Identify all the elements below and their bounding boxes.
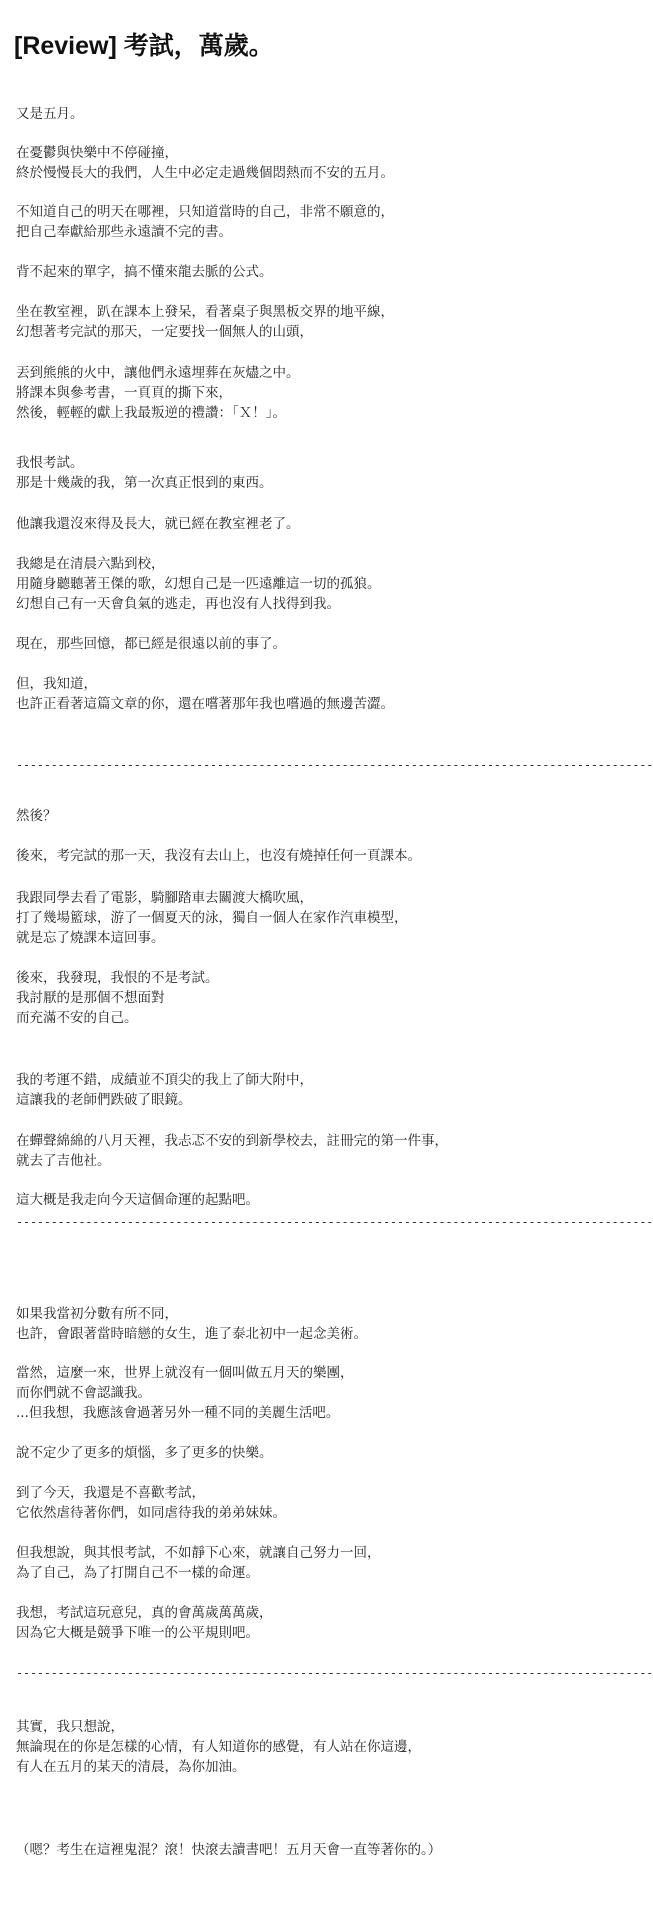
text-line: 為了自己，為了打開自己不一樣的命運。 [16,1565,259,1581]
text-line: 我總是在清晨六點到校， [16,556,165,572]
paragraph-26 [16,1840,441,1860]
text-line: 現在，那些回憶，都已經是很遠以前的事了。 [16,636,286,652]
text-line: 打了幾場籃球，游了一個夏天的泳，獨自一個人在家作汽車模型， [16,910,408,926]
paragraph-23 [16,1543,381,1583]
text-line: ...但我想，我應該會過著另外一種不同的美麗生活吧。 [16,1405,340,1421]
paragraph-10 [16,634,286,654]
text-line: 在憂鬱與快樂中不停碰撞， [16,145,178,161]
text-line: 後來，我發現，我恨的不是考試。 [16,970,219,986]
article-title: [Review] 考試，萬歲。 [14,32,274,60]
text-line: 幻想著考完試的那天，一定要找一個無人的山頭， [16,324,313,340]
paragraph-1 [16,104,84,124]
paragraph-22 [16,1483,286,1523]
text-line: 也許正看著這篇文章的你，還在嚐著那年我也嚐過的無邊苦澀。 [16,696,394,712]
text-line: 但，我知道， [16,676,97,692]
text-line: 我恨考試。 [16,455,84,471]
text-line: 如果我當初分數有所不同， [16,1306,178,1322]
paragraph-18 [16,1190,259,1210]
paragraph-14 [16,888,408,948]
text-line: 坐在教室裡，趴在課本上發呆，看著桌子與黑板交界的地平線， [16,304,394,320]
section-divider: -------------------------------------------------------------------------------------------- [16,758,653,772]
paragraph-5 [16,302,394,342]
text-line: 那是十幾歲的我，第一次真正恨到的東西。 [16,475,273,491]
text-line: 我討厭的是那個不想面對 [16,990,165,1006]
section-divider: -------------------------------------------------------------------------------------------- [16,1215,653,1229]
text-line: 到了今天，我還是不喜歡考試， [16,1485,205,1501]
text-line: 就去了吉他社。 [16,1153,111,1169]
text-line: 就是忘了燒課本這回事。 [16,930,165,946]
text-line: 我想，考試這玩意兒，真的會萬歲萬萬歲， [16,1605,273,1621]
paragraph-4 [16,262,273,282]
text-line: 我的考運不錯，成績並不頂尖的我上了師大附中， [16,1072,313,1088]
text-line: 然後？ [16,808,57,824]
paragraph-2 [16,143,394,183]
text-line: 而你們就不會認識我。 [16,1385,151,1401]
paragraph-7 [16,453,273,493]
text-line: 丟到熊熊的火中，讓他們永遠埋葬在灰燼之中。 [16,365,300,381]
paragraph-3 [16,202,394,242]
paragraph-24 [16,1603,273,1643]
text-line: 它依然虐待著你們，如同虐待我的弟弟妹妹。 [16,1505,286,1521]
text-line: 在蟬聲綿綿的八月天裡，我忐忑不安的到新學校去，註冊完的第一件事， [16,1133,448,1149]
paragraph-20 [16,1363,354,1423]
text-line: 用隨身聽聽著王傑的歌，幻想自己是一匹遠離這一切的孤狼。 [16,576,381,592]
text-line: 後來，考完試的那一天，我沒有去山上，也沒有燒掉任何一頁課本。 [16,848,421,864]
text-line: 幻想自己有一天會負氣的逃走，再也沒有人找得到我。 [16,596,340,612]
text-line: 無論現在的你是怎樣的心情，有人知道你的感覺，有人站在你這邊， [16,1739,421,1755]
section-divider: -------------------------------------------------------------------------------------------- [16,1666,653,1680]
text-line: 這讓我的老師們跌破了眼鏡。 [16,1092,192,1108]
paragraph-11 [16,674,394,714]
paragraph-25 [16,1717,421,1777]
text-line: 這大概是我走向今天這個命運的起點吧。 [16,1192,259,1208]
text-line: 也許，會跟著當時暗戀的女生，進了泰北初中一起念美術。 [16,1326,367,1342]
text-line: 終於慢慢長大的我們，人生中必定走過幾個悶熱而不安的五月。 [16,165,394,181]
text-line: 因為它大概是競爭下唯一的公平規則吧。 [16,1625,259,1641]
text-line: 有人在五月的某天的清晨，為你加油。 [16,1759,246,1775]
text-line: 將課本與參考書，一頁頁的撕下來， [16,385,232,401]
text-line: 說不定少了更多的煩惱，多了更多的快樂。 [16,1445,273,1461]
paragraph-12 [16,806,57,826]
paragraph-13 [16,846,421,866]
text-line: 當然，這麼一來，世界上就沒有一個叫做五月天的樂團， [16,1365,354,1381]
text-line: 又是五月。 [16,106,84,122]
text-line: 而充滿不安的自己。 [16,1010,138,1026]
paragraph-16 [16,1070,313,1110]
paragraph-15 [16,968,219,1028]
text-line: 我跟同學去看了電影，騎腳踏車去關渡大橋吹風， [16,890,313,906]
text-line: 然後，輕輕的獻上我最叛逆的禮讚：「Ｘ！」。 [16,405,286,421]
text-line: 但我想說，與其恨考試，不如靜下心來，就讓自己努力一回， [16,1545,381,1561]
paragraph-9 [16,554,381,614]
text-line: 其實，我只想說， [16,1719,124,1735]
paragraph-21 [16,1443,273,1463]
paragraph-17 [16,1131,448,1171]
text-line: 他讓我還沒來得及長大，就已經在教室裡老了。 [16,516,300,532]
text-line: 不知道自己的明天在哪裡，只知道當時的自己，非常不願意的， [16,204,394,220]
text-line: 背不起來的單字，搞不懂來龍去脈的公式。 [16,264,273,280]
text-line: （嗯？考生在這裡鬼混？滾！快滾去讀書吧！五月天會一直等著你的。） [16,1842,442,1858]
paragraph-8 [16,514,300,534]
paragraph-6 [16,363,300,423]
paragraph-19 [16,1304,367,1344]
text-line: 把自己奉獻給那些永遠讀不完的書。 [16,224,232,240]
